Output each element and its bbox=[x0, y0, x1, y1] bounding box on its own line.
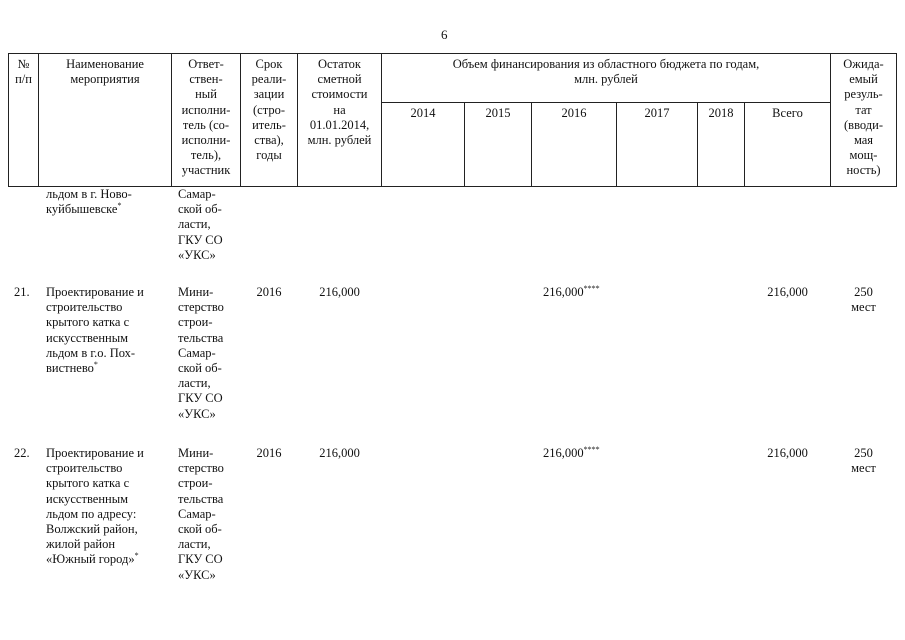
continuation-name-text: льдом в г. Ново- куйбышевске bbox=[46, 187, 132, 217]
row-total: 216,000 bbox=[767, 285, 808, 299]
row-name-text: Проектирование и строительство крытого катка с искусственным льдом по адресу: Волжский район, жилой район «Южный город» bbox=[46, 446, 144, 567]
row-result: 250 мест bbox=[851, 446, 876, 476]
row-name-text: Проектирование и строительство крытого катка с искусственным льдом в г.о. Пох- вистнево bbox=[46, 285, 144, 376]
header-name: Наименование мероприятия bbox=[66, 57, 144, 87]
header-result: Ожида- емый резуль- тат (вводи- мая мощ- ность) bbox=[843, 57, 884, 178]
header-balance: Остаток сметной стоимости на 01.01.2014, млн. рублей bbox=[307, 57, 372, 148]
header-year-2014: 2014 bbox=[410, 106, 436, 120]
row-2016 bbox=[543, 446, 623, 461]
footnote-mark: * bbox=[134, 551, 139, 561]
row-name bbox=[46, 446, 168, 568]
header-term: Срок реали- зации (стро- итель- ства), годы bbox=[251, 57, 287, 163]
page-number: 6 bbox=[441, 27, 448, 42]
funding-subheader-border bbox=[381, 102, 830, 103]
row-name bbox=[46, 285, 170, 376]
row-2016-value: 216,000 bbox=[543, 446, 584, 460]
row-result: 250 мест bbox=[851, 285, 876, 315]
header-year-total: Всего bbox=[772, 106, 803, 120]
row-total: 216,000 bbox=[767, 446, 808, 460]
header-year-2015: 2015 bbox=[485, 106, 511, 120]
header-executor: Ответ- ствен- ный исполни- тель (со- исполни- тель), участник bbox=[181, 57, 231, 178]
header-funding: Объем финансирования из областного бюджета по годам, млн. рублей bbox=[452, 57, 760, 87]
row-2016-value: 216,000 bbox=[543, 285, 584, 299]
header-num: № п/п bbox=[15, 57, 32, 87]
row-executor: Мини- стерство строи- тельства Самар- ской об- ласти, ГКУ СО «УКС» bbox=[178, 285, 224, 421]
row-num: 22. bbox=[14, 446, 30, 460]
footnote-mark: * bbox=[117, 201, 122, 211]
continuation-executor: Самар- ской об- ласти, ГКУ СО «УКС» bbox=[178, 187, 223, 262]
row-balance: 216,000 bbox=[319, 446, 360, 460]
header-year-2017: 2017 bbox=[644, 106, 670, 120]
row-term: 2016 bbox=[256, 285, 282, 299]
continuation-name bbox=[46, 187, 170, 217]
header-year-2018: 2018 bbox=[708, 106, 734, 120]
header-year-2016: 2016 bbox=[561, 106, 587, 120]
header-top-border bbox=[8, 53, 897, 54]
footnote-mark: * bbox=[93, 359, 98, 369]
footnote-mark: **** bbox=[583, 444, 600, 454]
row-num: 21. bbox=[14, 285, 30, 299]
row-executor: Мини- стерство строи- тельства Самар- ской об- ласти, ГКУ СО «УКС» bbox=[178, 446, 224, 582]
row-2016 bbox=[543, 285, 623, 300]
row-term: 2016 bbox=[256, 446, 282, 460]
col-divider bbox=[896, 53, 897, 187]
row-balance: 216,000 bbox=[319, 285, 360, 299]
footnote-mark: **** bbox=[583, 283, 600, 293]
